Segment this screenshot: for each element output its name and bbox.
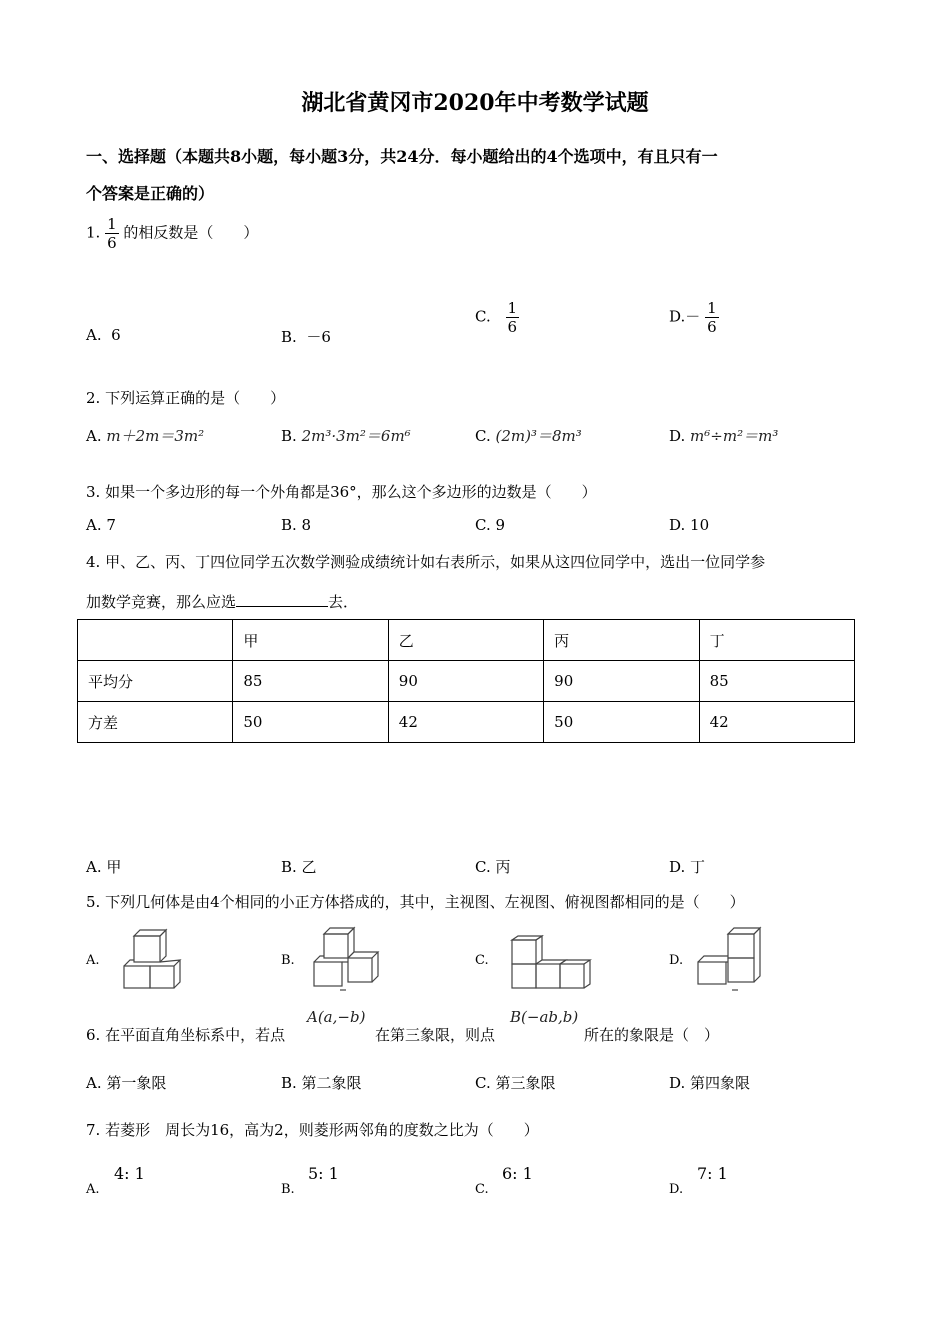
table-cell: 丁 (699, 620, 854, 661)
q2-option-d-label: D. (669, 427, 686, 445)
table-row (78, 702, 855, 743)
q2-option-c-label: C. (475, 427, 491, 445)
q6-option-c: C. 第三象限 (475, 1074, 556, 1092)
q1-option-b-value: －6 (306, 328, 331, 346)
table-cell: 85 (233, 661, 388, 702)
q1-option-c-fraction (506, 299, 520, 336)
q2-option-b (281, 425, 411, 446)
q4-answer-blank (236, 592, 328, 607)
q5-figure-d (694, 926, 766, 992)
table-header-row (78, 620, 855, 661)
q2-option-a-label: A. (86, 427, 102, 445)
q2-option-b-label: B. (281, 427, 297, 445)
section-heading-line1: 一、选择题（本题共8小题，每小题3分，共24分．每小题给出的4个选项中，有且只有一 (86, 147, 718, 166)
q5-figure-c (508, 934, 594, 990)
q1-option-a (86, 326, 121, 344)
q3-option-b: B. 8 (281, 516, 312, 534)
table-cell: 42 (388, 702, 543, 743)
q5-figure-b (310, 926, 382, 992)
q1-option-d-den: 6 (707, 318, 717, 336)
q7-option-a-label: A. (86, 1182, 100, 1197)
table-cell: 甲 (233, 620, 388, 661)
q7-option-c-value: 6: 1 (502, 1164, 533, 1183)
q5-option-c-label: C. (475, 953, 489, 968)
table-cell: 42 (699, 702, 854, 743)
q1-frac-num: 1 (107, 215, 117, 233)
q1-option-d-label: D. (669, 307, 686, 326)
q2-option-a-value: m＋2m＝3m² (106, 427, 205, 445)
q5-option-d-label: D. (669, 953, 684, 968)
q4-line2-prefix: 加数学竞赛，那么应选 (86, 593, 237, 611)
q4-line2-suffix: 去． (328, 593, 359, 611)
table-cell: 50 (544, 702, 699, 743)
q1-frac-den: 6 (107, 234, 117, 252)
q4-option-b: B. 乙 (281, 858, 317, 876)
q1-option-a-label: A. (86, 326, 102, 344)
table-cell: 丙 (544, 620, 699, 661)
table-cell: 85 (699, 661, 854, 702)
q2-option-d (669, 425, 778, 446)
q6-option-a: A. 第一象限 (86, 1074, 167, 1092)
table-cell: 方差 (78, 702, 233, 743)
table-cell: 50 (233, 702, 388, 743)
page-title: 湖北省黄冈市2020年中考数学试题 (301, 90, 649, 116)
table-cell: 乙 (388, 620, 543, 661)
q6-point-b: B(−ab,b) (510, 1008, 579, 1026)
q1-fraction (105, 215, 119, 252)
q1-option-c-label: C. (475, 307, 491, 326)
q6-point-a: A(a,−b) (307, 1008, 366, 1026)
q3-option-d: D. 10 (669, 516, 710, 534)
q5-option-a-label: A. (86, 953, 100, 968)
q1-option-d (669, 299, 719, 336)
q7-option-c-label: C. (475, 1182, 489, 1197)
q1-option-c-den: 6 (507, 318, 518, 336)
q1-number: 1. (86, 223, 101, 242)
q7-option-d-label: D. (669, 1182, 684, 1197)
question-6-part2: 在第三象限，则点 (375, 1026, 496, 1044)
question-7: 7. 若菱形 周长为16，高为2，则菱形两邻角的度数之比为（ ） (86, 1121, 539, 1139)
q4-option-a: A. 甲 (86, 858, 122, 876)
q6-option-d: D. 第四象限 (669, 1074, 751, 1092)
question-5: 5. 下列几何体是由4个相同的小正方体搭成的，其中，主视图、左视图、俯视图都相同的是（ ） (86, 893, 745, 911)
q7-option-d-value: 7: 1 (697, 1164, 728, 1183)
q2-option-d-value: m⁶÷m²＝m³ (690, 427, 779, 445)
table-cell: 90 (544, 661, 699, 702)
q6-option-b: B. 第二象限 (281, 1074, 362, 1092)
q1-option-c (475, 299, 519, 336)
question-4-line2 (86, 591, 358, 612)
question-4-line1: 4. 甲、乙、丙、丁四位同学五次数学测验成绩统计如右表所示，如果从这四位同学中，选出一位同学参 (86, 553, 766, 571)
q5-option-b-label: B. (281, 953, 295, 968)
q5-figure-a (120, 928, 184, 990)
q7-option-b-value: 5: 1 (308, 1164, 339, 1183)
table-cell (78, 620, 233, 661)
q4-option-d: D. 丁 (669, 858, 706, 876)
q1-option-d-fraction (705, 299, 719, 336)
question-1 (86, 215, 258, 252)
q2-option-c-value: (2m)³＝8m³ (495, 427, 582, 445)
q2-option-a (86, 425, 204, 446)
q1-text: 的相反数是（ ） (123, 223, 259, 242)
question-6-part1: 6. 在平面直角坐标系中，若点 (86, 1026, 286, 1044)
q1-option-b (281, 326, 331, 347)
q1-option-a-value: 6 (111, 326, 121, 344)
q2-option-b-value: 2m³·3m²＝6m⁶ (301, 427, 411, 445)
q3-option-c: C. 9 (475, 516, 506, 534)
question-6-part3: 所在的象限是（ ） (584, 1026, 720, 1044)
table-row (78, 661, 855, 702)
section-heading-line2: 个答案是正确的） (86, 184, 215, 203)
q3-option-a: A. 7 (86, 516, 116, 534)
q4-option-c: C. 丙 (475, 858, 511, 876)
score-table (77, 619, 855, 743)
q2-option-c (475, 425, 582, 446)
table-cell: 90 (388, 661, 543, 702)
question-2: 2. 下列运算正确的是（ ） (86, 389, 286, 407)
q7-option-b-label: B. (281, 1182, 295, 1197)
question-3: 3. 如果一个多边形的每一个外角都是36°，那么这个多边形的边数是（ ） (86, 483, 597, 501)
q1-option-d-sign: － (685, 307, 701, 326)
table-cell: 平均分 (78, 661, 233, 702)
q1-option-d-num: 1 (707, 299, 717, 317)
q1-option-c-num: 1 (507, 299, 518, 317)
q7-option-a-value: 4: 1 (114, 1164, 145, 1183)
q1-option-b-label: B. (281, 328, 297, 346)
